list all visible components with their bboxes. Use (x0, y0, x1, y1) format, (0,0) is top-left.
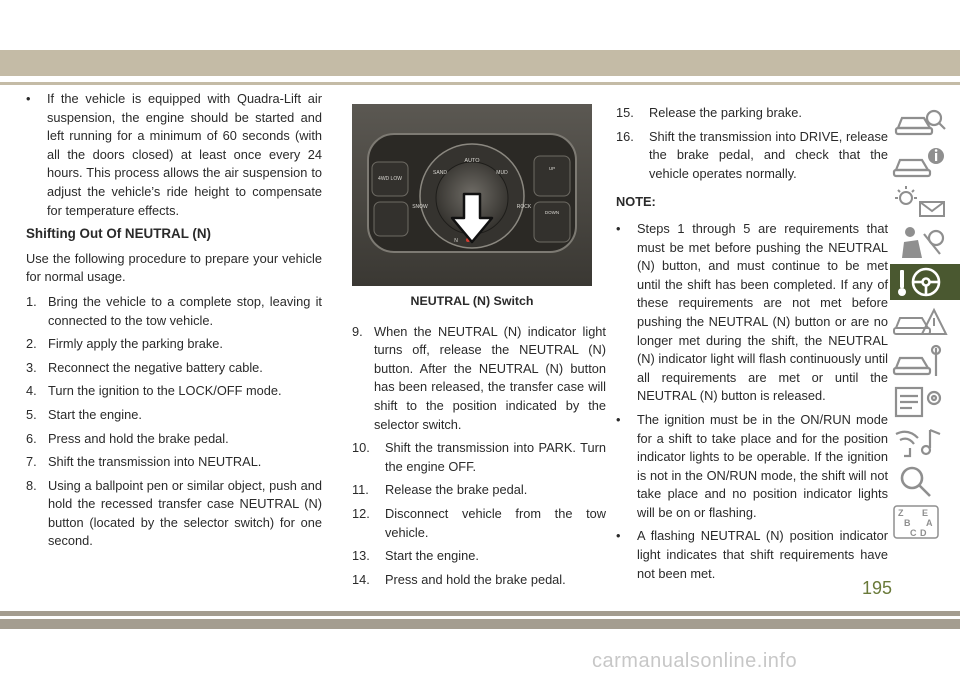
bullet-text: If the vehicle is equipped with Quadra-Lift air suspension, the engine should be started and left running for a minimum of 60 seconds (with all the doors closed) at least once every 24 hours. This process allows the air suspension to adjust the vehicle’s ride height to compensate for temperature effects. (47, 91, 322, 218)
label-4wd-low: 4WD LOW (378, 176, 402, 182)
steps-list-9-14 (352, 323, 606, 590)
svg-text:C: C (910, 528, 917, 538)
step-item: 6. Press and hold the brake pedal. (26, 430, 229, 446)
bullet-mark: • (616, 220, 621, 236)
person-airbag-icon[interactable] (890, 224, 960, 260)
note-bullet: • The ignition must be in the ON/RUN mode for a shift to take place and for the position indicator lights to be operable. If the ignition is not in the ON/RUN mode, the shift will not take place and no position indicator lights will be on or flashing. (616, 411, 888, 520)
figure-caption: NEUTRAL (N) Switch (410, 294, 534, 308)
selector-switch-illustration (352, 104, 592, 286)
alphabet-index-icon[interactable] (890, 504, 960, 540)
middle-column (352, 104, 606, 594)
note-label: NOTE: (616, 194, 656, 210)
steps-list-1-8 (26, 293, 322, 551)
page-number: 195 (861, 578, 892, 598)
label-mud: MUD (496, 170, 508, 176)
step-item: 10. Shift the transmission into PARK. Turn the engine OFF. (352, 440, 606, 474)
left-column (26, 90, 322, 556)
neutral-switch-photo (352, 104, 592, 286)
bullet-mark: • (616, 411, 621, 427)
intro-paragraph: Use the following procedure to prepare your vehicle for normal usage. (26, 250, 322, 285)
step-item: 4. Turn the ignition to the LOCK/OFF mode. (26, 383, 282, 399)
label-up: UP (548, 166, 556, 171)
svg-text:D: D (920, 528, 927, 538)
top-band (0, 50, 960, 76)
section-heading: Shifting Out Of NEUTRAL (N) (26, 226, 211, 242)
index-search-icon[interactable] (890, 464, 960, 500)
step-item: 9. When the NEUTRAL (N) indicator light turns off, release the NEUTRAL (N) button. After the NEUTRAL (N) button has been released, the transfer case will shift to the position indicated by the selector switch. (352, 323, 606, 432)
step-item: 7. Shift the transmission into NEUTRAL. (26, 454, 262, 470)
step-item: 16. Shift the transmission into DRIVE, release the brake pedal, and check that the vehicle operates normally. (616, 128, 888, 181)
warning-lights-mail-icon[interactable] (890, 184, 960, 220)
top-rule (0, 82, 960, 85)
note-bullet: • A flashing NEUTRAL (N) position indicator light indicates that shift requirements have not been met. (616, 528, 888, 581)
bottom-band (0, 611, 960, 616)
car-wrench-icon[interactable] (890, 344, 960, 380)
chapter-tabs (890, 104, 960, 544)
label-n: N (454, 238, 458, 244)
specs-gear-icon[interactable] (890, 384, 960, 420)
step-item: 14. Press and hold the brake pedal. (352, 571, 566, 587)
car-info-icon[interactable] (890, 144, 960, 180)
svg-text:Z: Z (898, 508, 904, 518)
bullet-mark: • (26, 91, 31, 106)
label-down: DOWN (544, 210, 560, 215)
step-item: 8. Using a ballpoint pen or similar object, push and hold the recessed transfer case NEUTRAL (N) button (located by the selector switch) for one second. (26, 477, 322, 549)
steering-wheel-key-icon[interactable] (890, 264, 960, 300)
label-rock: ROCK (516, 204, 532, 210)
step-item: 15. Release the parking brake. (616, 105, 802, 120)
note-bullet: • Steps 1 through 5 are requirements that must be met before pushing the NEUTRAL (N) button, and must continue to be met until the shift has been completed. If any of these requirements are not met before pushing the NEUTRAL (N) button or are no longer met during the shift, the NEUTRAL (N) indicator light will flash continuously until all requirements are met or until the NEUTRAL (N) button is released. (616, 220, 888, 404)
watermark: carmanualsonline.info (592, 650, 798, 672)
step-item: 3. Reconnect the negative battery cable. (26, 359, 263, 375)
bullet-mark: • (616, 528, 621, 544)
step-item: 13. Start the engine. (352, 548, 479, 564)
svg-text:A: A (926, 518, 933, 528)
step-item: 2. Firmly apply the parking brake. (26, 336, 223, 352)
bottom-rule (0, 619, 960, 629)
car-magnifier-icon[interactable] (890, 104, 960, 140)
step-item: 5. Start the engine. (26, 406, 142, 422)
label-sand: SAND (433, 170, 447, 176)
label-snow: SNOW (412, 204, 428, 210)
multimedia-icon[interactable] (890, 424, 960, 460)
right-column (616, 104, 888, 583)
label-auto: AUTO (464, 158, 480, 164)
warning-triangle-car-icon[interactable] (890, 304, 960, 340)
step-item: 11. Release the brake pedal. (352, 482, 528, 498)
step-item: 12. Disconnect vehicle from the tow vehicle. (352, 505, 606, 540)
svg-text:B: B (904, 518, 911, 528)
svg-text:E: E (922, 508, 929, 518)
step-item: 1. Bring the vehicle to a complete stop, leaving it connected to the tow vehicle. (26, 293, 322, 328)
quadra-lift-note (26, 90, 322, 220)
